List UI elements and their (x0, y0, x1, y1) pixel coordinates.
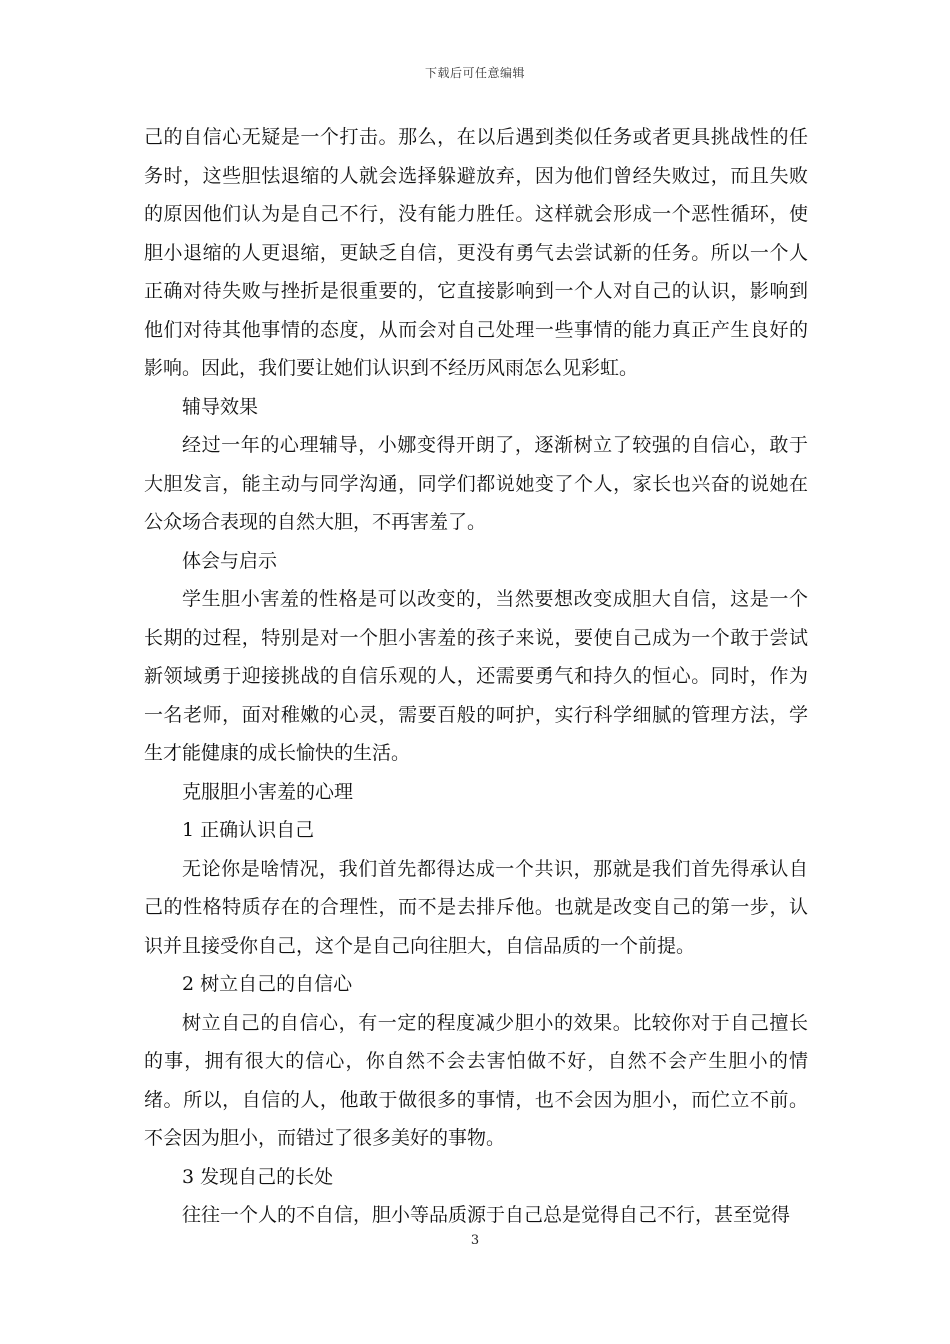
paragraph-3: 往往一个人的不自信，胆小等品质源于自己总是觉得自己不行，甚至觉得 (182, 1204, 791, 1226)
section-heading-overcome: 克服胆小害羞的心理 (182, 780, 354, 803)
subheading-3: 3 发现自己的长处 (182, 1165, 334, 1188)
section-heading-effect: 辅导效果 (182, 395, 259, 418)
subheading-2: 2 树立自己的自信心 (182, 973, 353, 995)
paragraph-2: 树立自己的自信心，有一定的程度减少胆小的效果。比较你对于自己擅长的事，拥有很大的信心，你自然不会去害怕做不好，自然不会产生胆小的情绪。所以，自信的人，他敢于做很多的事情，也不会因为胆小，而伫立不前。不会因为胆小，而错过了很多美好的事物。 (144, 1011, 808, 1149)
document-body (144, 118, 808, 1235)
subheading-1: 1 正确认识自己 (182, 819, 315, 841)
paragraph-effect: 经过一年的心理辅导，小娜变得开朗了，逐渐树立了较强的自信心，敢于大胆发言，能主动与同学沟通，同学们都说她变了个人，家长也兴奋的说她在公众场合表现的自然大胆，不再害羞了。 (144, 434, 808, 533)
paragraph-continuation: 己的自信心无疑是一个打击。那么，在以后遇到类似任务或者更具挑战性的任务时，这些胆怯退缩的人就会选择躲避放弃，因为他们曾经失败过，而且失败的原因他们认为是自己不行，没有能力胜任。这样就会形成一个恶性循环，使胆小退缩的人更退缩，更缺乏自信，更没有勇气去尝试新的任务。所以一个人正确对待失败与挫折是很重要的，它直接影响到一个人对自己的认识，影响到他们对待其他事情的态度，从而会对自己处理一些事情的能力真正产生良好的影响。因此，我们要让她们认识到不经历风雨怎么见彩虹。 (144, 126, 808, 379)
page-number: 3 (470, 1233, 480, 1248)
paragraph-1: 无论你是啥情况，我们首先都得达成一个共识，那就是我们首先得承认自己的性格特质存在的合理性，而不是去排斥他。也就是改变自己的第一步，认识并且接受你自己，这个是自己向往胆大，自信品质的一个前提。 (144, 857, 808, 957)
paragraph-insights: 学生胆小害羞的性格是可以改变的，当然要想改变成胆大自信，这是一个长期的过程，特别是对一个胆小害羞的孩子来说，要使自己成为一个敢于尝试新领域勇于迎接挑战的自信乐观的人，还需要勇气和持久的恒心。同时，作为一名老师，面对稚嫩的心灵，需要百般的呵护，实行科学细腻的管理方法，学生才能健康的成长愉快的生活。 (144, 588, 808, 764)
page-header: 下载后可任意编辑 (424, 66, 525, 80)
section-heading-insights: 体会与启示 (182, 549, 278, 572)
